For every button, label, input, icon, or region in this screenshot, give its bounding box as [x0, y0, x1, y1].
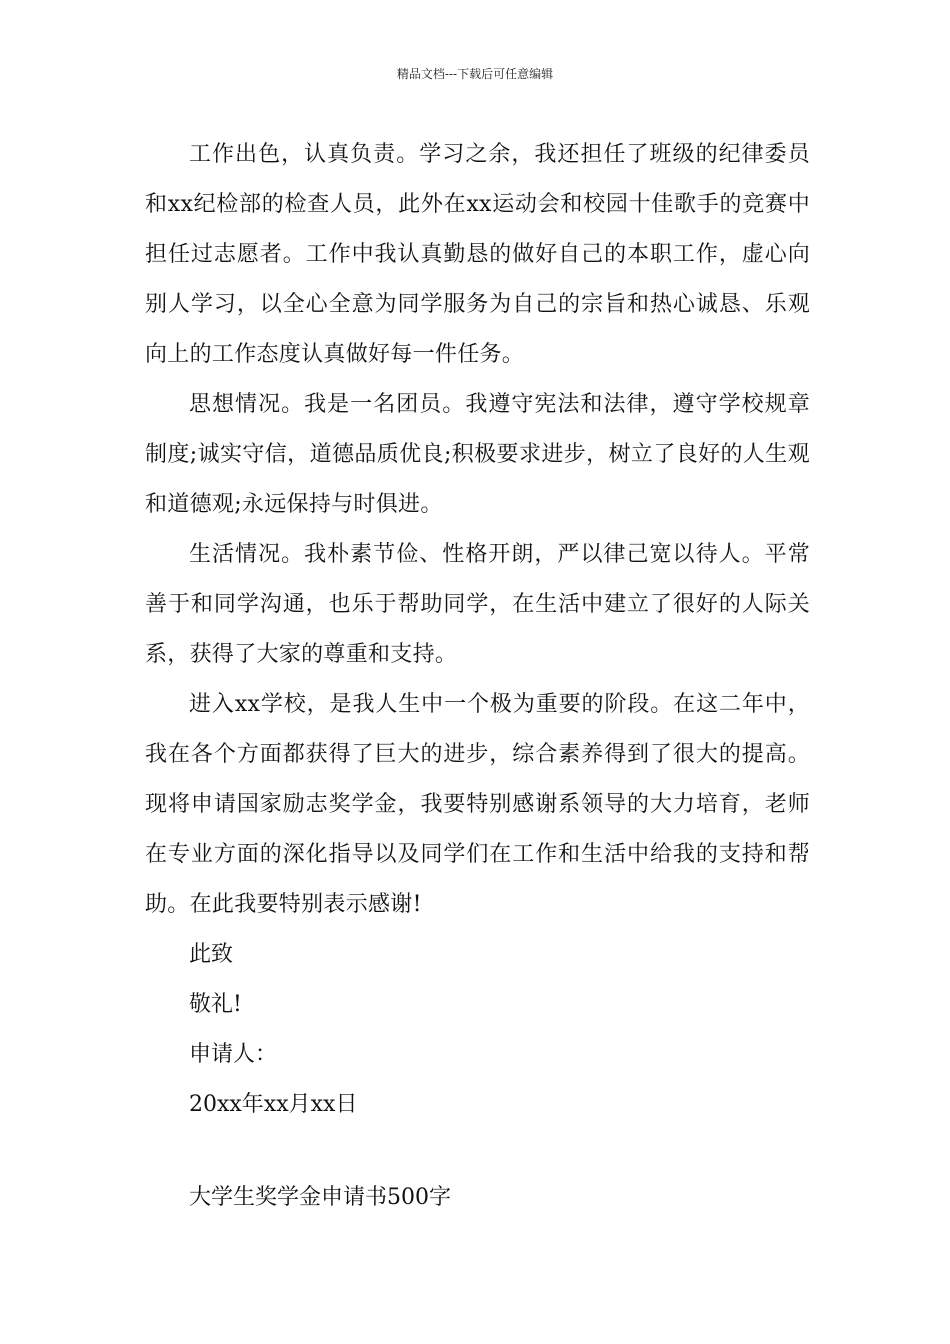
page-header: 精品文档---下载后可任意编辑 [396, 67, 554, 81]
paragraph-work: 工作出色，认真负责。学习之余，我还担任了班级的纪律委员和xx纪检部的检查人员，此外在xx运动会和校园十佳歌手的竞赛中担任过志愿者。工作中我认真勤恳的做好自己的本职工作，虚心向别人学习，以全心全意为同学服务为自己的宗旨和热心诚恳、乐观向上的工作态度认真做好每一件任务。 [145, 142, 810, 367]
paragraph-life: 生活情况。我朴素节俭、性格开朗，严以律己宽以待人。平常善于和同学沟通，也乐于帮助同学，在生活中建立了很好的人际关系，获得了大家的尊重和支持。 [145, 542, 810, 667]
paragraph-thought: 思想情况。我是一名团员。我遵守宪法和法律，遵守学校规章制度;诚实守信，道德品质优良;积极要求进步，树立了良好的人生观和道德观;永远保持与时俱进。 [145, 392, 810, 517]
date-line: 20xx年xx月xx日 [189, 1092, 358, 1117]
next-section-title: 大学生奖学金申请书500字 [189, 1185, 451, 1210]
paragraph-gratitude: 进入xx学校，是我人生中一个极为重要的阶段。在这二年中，我在各个方面都获得了巨大的进步，综合素养得到了很大的提高。现将申请国家励志奖学金，我要特别感谢系领导的大力培育，老师在专业方面的深化指导以及同学们在工作和生活中给我的支持和帮助。在此我要特别表示感谢! [145, 692, 810, 917]
closing-salutation: 此致 [189, 942, 234, 967]
closing-regards: 敬礼! [189, 992, 242, 1017]
applicant-label: 申请人： [189, 1042, 278, 1067]
document-body [145, 130, 810, 1130]
